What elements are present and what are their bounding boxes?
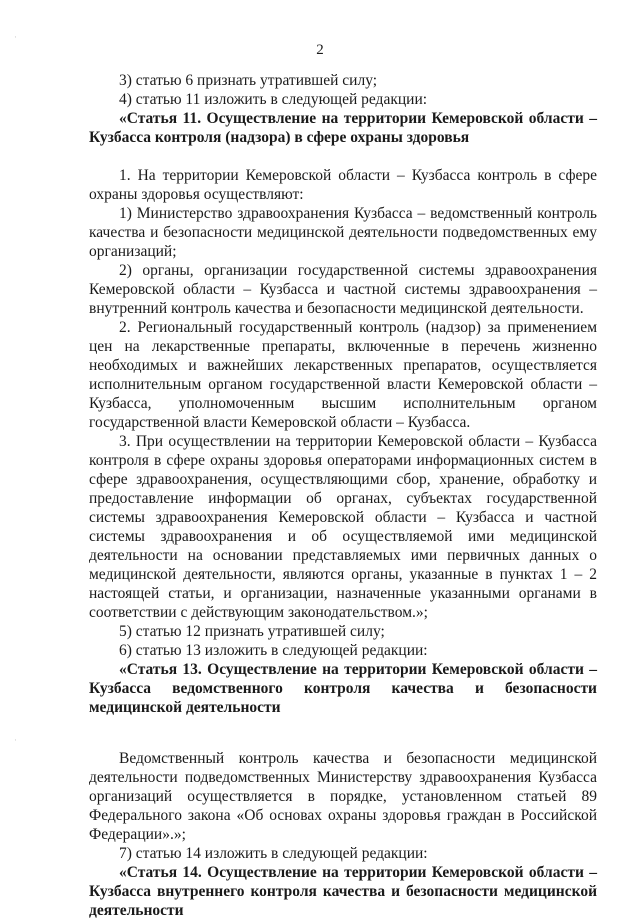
paragraph: 1. На территории Кемеровской области – Кузбасса контроль в сфере охраны здоровья осуществляют:	[89, 167, 597, 203]
paragraph: Ведомственный контроль качества и безопасности медицинской деятельности подведомственных Министерству здравоохранения Кузбасса организаций осуществляется в порядке, установленном статьей 89 Федерального закона «Об основах охраны здоровья граждан в Российской Федерации».»;	[89, 750, 597, 843]
list-item: 1) Министерство здравоохранения Кузбасса – ведомственный контроль качества и безопасности медицинской деятельности подведомственных ему организаций;	[89, 205, 597, 260]
list-item: 2) органы, организации государственной системы здравоохранения Кемеровской области – Кузбасса и частной системы здравоохранения – внутренний контроль качества и безопасности медицинской деятельности.	[89, 262, 597, 317]
paragraph: 2. Региональный государственный контроль (надзор) за применением цен на лекарственные препараты, включенные в перечень жизненно необходимых и важнейших лекарственных препаратов, осуществляется исполнительным органом государственной власти Кемеровской области – Кузбасса, уполномоченным высшим исполнительным органом государственной власти Кемеровской области – Кузбасса.	[89, 319, 597, 431]
document-body	[89, 71, 597, 920]
paragraph: 3. При осуществлении на территории Кемеровской области – Кузбасса контроля в сфере охраны здоровья операторами информационных систем в сфере здравоохранения, осуществляющими сбор, хранение, обработку и предоставление информации об органах, субъектах государственной системы здравоохранения Кемеровской области – Кузбасса и частной системы здравоохранения и об осуществляемой ими медицинской деятельности на основании представляемых ими первичных данных о медицинской деятельности, являются органы, указанные в пунктах 1 – 2 настоящей статьи, и организации, назначенные указанными органами в соответствии с действующим законодательством.»;	[89, 433, 597, 621]
article-heading: «Статья 14. Осуществление на территории Кемеровской области – Кузбасса внутреннего контроля качества и безопасности медицинской деятельности	[89, 864, 597, 919]
article-heading: «Статья 11. Осуществление на территории Кемеровской области – Кузбасса контроля (надзора) в сфере охраны здоровья	[89, 110, 597, 146]
list-item: 5) статью 12 признать утратившей силу;	[119, 623, 385, 640]
article-heading: «Статья 13. Осуществление на территории Кемеровской области – Кузбасса ведомственного контроля качества и безопасности медицинской деятельности	[89, 661, 597, 716]
list-item: 3) статью 6 признать утратившей силу;	[119, 72, 378, 89]
list-item: 4) статью 11 изложить в следующей редакции:	[119, 91, 428, 108]
list-item: 7) статью 14 изложить в следующей редакции:	[119, 845, 428, 862]
margin-mark: ·	[14, 735, 17, 745]
page-number: 2	[316, 42, 324, 58]
margin-mark: ·	[14, 32, 17, 42]
list-item: 6) статью 13 изложить в следующей редакции:	[119, 642, 428, 659]
